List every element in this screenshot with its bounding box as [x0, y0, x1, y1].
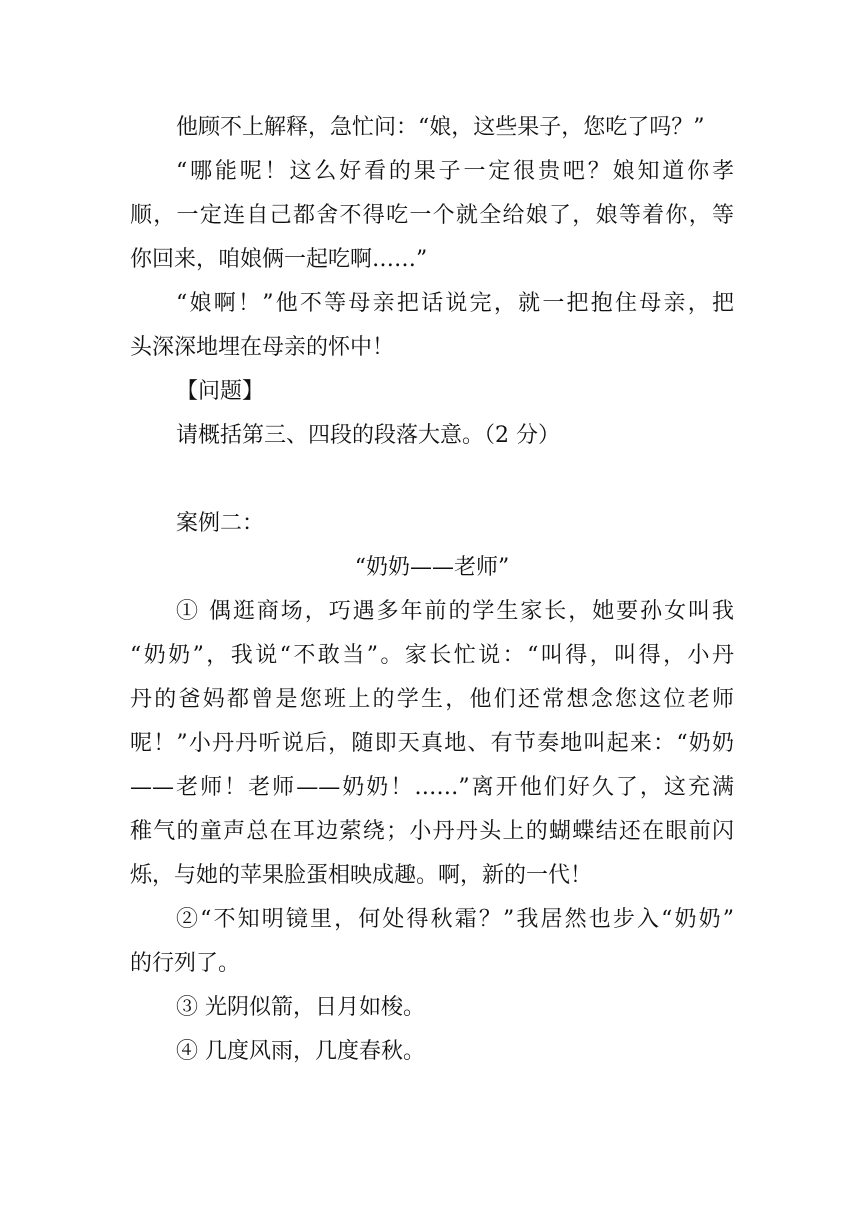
text-line: ②“不知明镜里，何处得秋霜？”我居然也步入“奶奶” [176, 907, 734, 932]
essay-paragraph-3: ③ 光阴似箭，日月如梭。 [176, 995, 425, 1020]
question-header: 【问题】 [176, 379, 265, 404]
text-line: 丹的爸妈都曾是您班上的学生，他们还常想念您这位老师 [130, 687, 734, 712]
essay-paragraph-4: ④ 几度风雨，几度春秋。 [176, 1039, 425, 1064]
essay-paragraph-1 [130, 590, 734, 898]
text-line: “奶奶”，我说“不敢当”。家长忙说：“叫得，叫得，小丹 [130, 643, 734, 668]
text-line: 你回来，咱娘俩一起吃啊……” [130, 247, 428, 272]
essay-paragraph-2 [130, 898, 734, 986]
document-page [130, 106, 734, 1074]
paragraph-dialogue-3 [130, 282, 734, 370]
text-line: 头深深地埋在母亲的怀中！ [130, 335, 395, 360]
case-label: 案例二： [176, 511, 265, 536]
text-line: “哪能呢！这么好看的果子一定很贵吧？娘知道你孝 [176, 159, 734, 184]
text-line: 烁，与她的苹果脸蛋相映成趣。啊，新的一代！ [130, 863, 593, 888]
text-line: ① 偶逛商场，巧遇多年前的学生家长，她要孙女叫我 [176, 599, 734, 624]
paragraph-dialogue-1: 他顾不上解释，急忙问：“娘，这些果子，您吃了吗？” [176, 115, 705, 140]
text-line: ——老师！老师——奶奶！……”离开他们好久了，这充满 [130, 775, 734, 800]
paragraph-dialogue-2 [130, 150, 734, 282]
text-line: 的行列了。 [130, 951, 241, 976]
text-line: 顺，一定连自己都舍不得吃一个就全给娘了，娘等着你，等 [130, 203, 734, 228]
question-text: 请概括第三、四段的段落大意。（2 分） [176, 423, 560, 448]
text-line: 稚气的童声总在耳边萦绕；小丹丹头上的蝴蝶结还在眼前闪 [130, 819, 734, 844]
text-line: “娘啊！”他不等母亲把话说完，就一把抱住母亲，把 [176, 291, 734, 316]
essay-title: “奶奶——老师” [354, 555, 510, 580]
text-line: 呢！”小丹丹听说后，随即天真地、有节奏地叫起来：“奶奶 [130, 731, 734, 756]
